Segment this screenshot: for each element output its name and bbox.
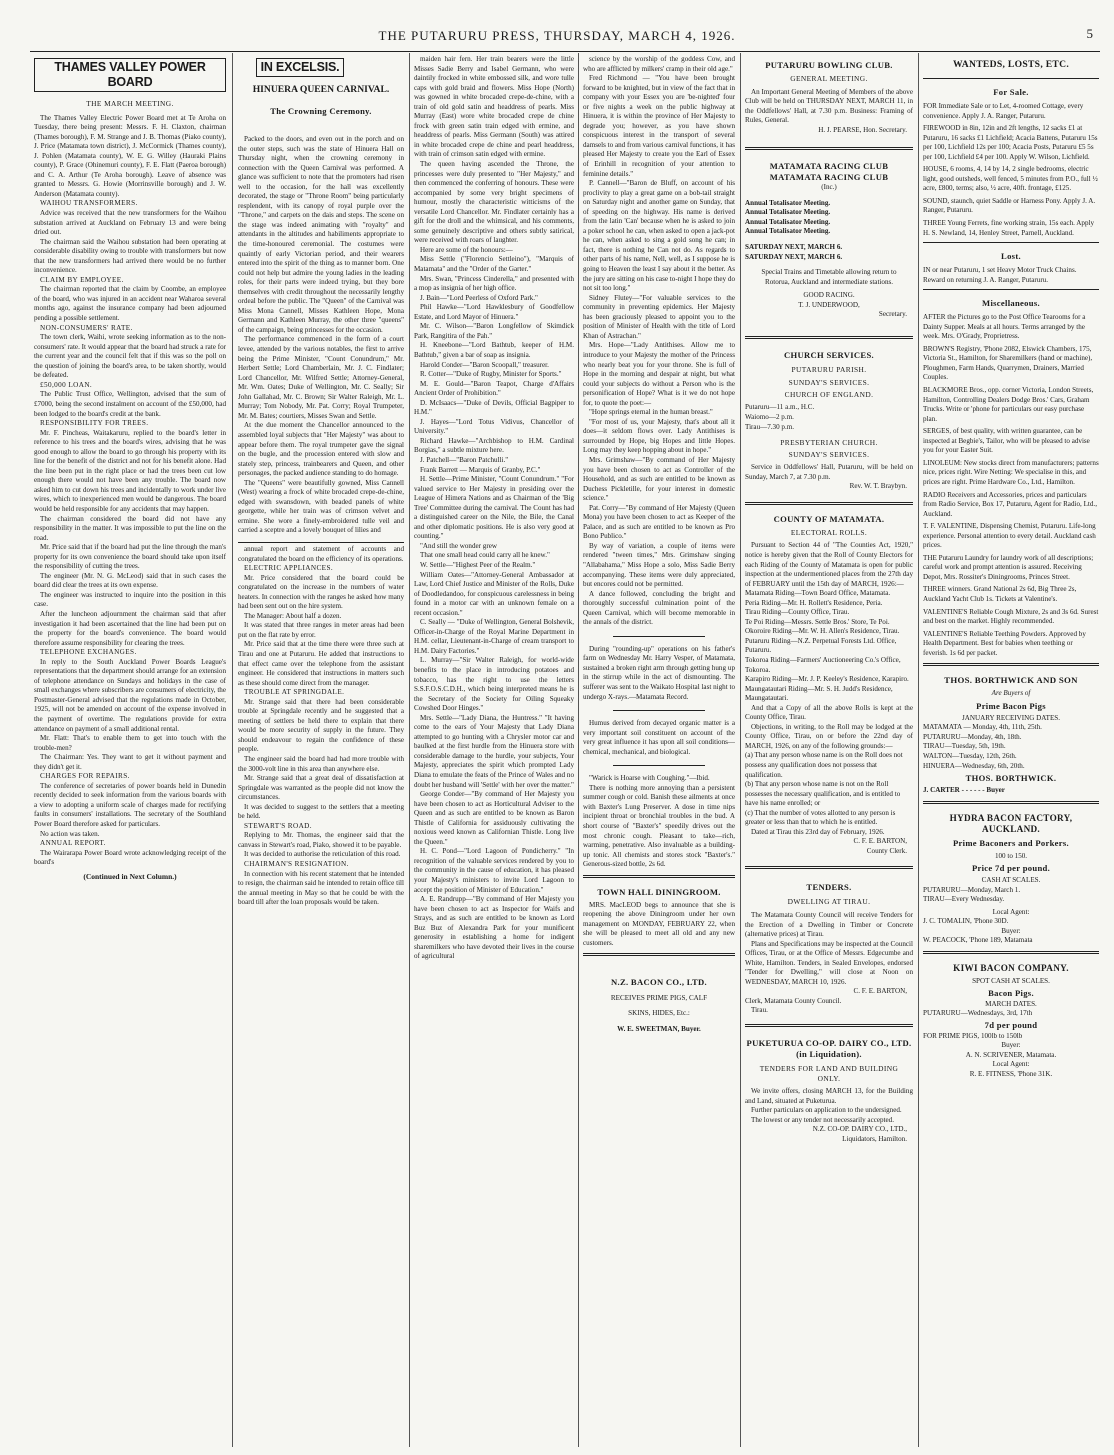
hydra-range: 100 to 150.	[994, 851, 1028, 860]
paragraph: It was decided to suggest to the settlers that a meeting be held.	[238, 802, 404, 821]
for-sale-ad: HOUSE, 6 rooms, 4, 14 by 14, 2 single bedrooms, electric light, good outsheds, well fenced, 5 minutes from P.O., full ½ acre, £800, terms; also, ½ acre, 40ft. frontage, £125.	[923, 165, 1098, 193]
paragraph: Fred Richmond — "You have been brought forward to be knighted, but in view of the fact that in company with your Essex you are 'be-nighted' four or five nights a week on the public highway at Hinuera, it is within the province of Her Majesty to degrade you; however, as you have shown conspicuous interest in the transport of several damsels to and from various carnival functions, it has pleased Her Majesty to create you the Earl of Essex of Erinhill in recognition of your attention to feminine details."	[583, 74, 735, 178]
paragraph: J. Bain—"Lord Peerless of Oxford Park."	[420, 293, 538, 302]
carnival-title: HINUERA QUEEN CARNIVAL.	[252, 84, 390, 95]
subhead-march-meeting: THE MARCH MEETING.	[86, 99, 174, 108]
puketurua-title: PUKETURUA CO-OP. DAIRY CO., LTD. (in Liquidation).	[746, 1038, 912, 1060]
church-pres-body: Service in Oddfellows' Hall, Putaruru, will be held on Sunday, March 7, at 7.30 p.m.	[745, 463, 913, 481]
paragraph: H. C. Pond—"Lord Lagoon of Pondicherry." "In recognition of the valuable services rendered by you to the community in the cause of education, it has pleased your Majesty's ministers to invite Lord Lagoon to accept the position of Minister of Education."	[414, 847, 574, 894]
column-2	[238, 55, 404, 1455]
puketurua-sub: TENDERS FOR LAND AND BUILDING ONLY.	[759, 1064, 899, 1083]
paragraph: The queen having ascended the Throne, the princesses were duly presented to "Her Majesty," and then commenced the conferring of honours. These were accompanied by some very bright specimens of humour, mostly the characteristic witticisms of the versatile Lord Chancellor. Mr. Findlater certainly has a gift for the droll and the whimsical, and his comments, some genuinely descriptive and others subtly satirical, were received with roars of laughter.	[414, 160, 574, 245]
wanteds-headline: WANTEDS, LOSTS, ETC.	[952, 59, 1070, 70]
kiwi-price: 7d per pound	[984, 1019, 1038, 1030]
paragraph: The chairman said the Waihou substation had been operating at considerable disability owing to trouble with transformers but now that the new transformers had arrived there would be no further inconvenience.	[34, 237, 226, 275]
paragraph: A. E. Randrupp—"By command of Her Majesty you have been chosen to act as Inspector for Waifs and Strays, and as such are entitled to be known as Lord Buz Buz of Alexandra Park for your munificent generosity in establishing a home for indigent sharemilkers who have devoted their lives in the course of agricultural	[414, 895, 574, 961]
kiwi-buyer: Buyer:	[1001, 1041, 1021, 1050]
dining-title: TOWN HALL DININGROOM.	[597, 886, 721, 897]
section-subhead: £50,000 LOAN.	[40, 380, 93, 389]
borthwick-buyer: J. CARTER - - - - - - Buyer	[923, 786, 1005, 795]
county-place: Peria Riding—Mr. H. Rollett's Residence, Peria.	[745, 598, 883, 607]
racing-meeting-line: Annual Totalisator Meeting.	[745, 227, 831, 236]
paragraph: Mr. Flatt: That's to enable them to get into touch with the trouble-men?	[34, 734, 226, 752]
hydra-date: TIRAU—Every Wednesday.	[923, 895, 1005, 904]
divider	[923, 242, 1099, 245]
nz-bacon-title: N.Z. BACON CO., LTD.	[611, 977, 707, 988]
county-ground: (c) That the number of votes allotted to any person is greater or less than that to which he is entitled.	[745, 808, 896, 827]
paragraph: In connection with his recent statement that he intended to resign, the chairman said he intended to retain office till the annual meeting in May so that he could be with the board till after the loan proposals would be taken.	[238, 869, 404, 907]
section-subhead: CLAIM BY EMPLOYEE.	[40, 275, 124, 284]
kiwi-pigs: Bacon Pigs.	[988, 987, 1034, 998]
church-services	[745, 336, 913, 492]
borthwick-date: HINUERA—Wednesday, 6th, 20th.	[923, 761, 1025, 770]
paragraph: Mrs. Settle—"Lady Diana, the Huntress." "It having come to the ears of Your Majesty that Lady Diana attempted to go hunting with a Chrysler motor car and baulked at the first hurdle from the Hinuera store with considerable damage to the hurdle, your subjects, Your Majesty, appreciates the spirit which prompted Lady Diana to emulate the feats of the Prince of Wales and no doubt her husband will 'Settle' with her over the matter."	[414, 713, 574, 789]
paragraph: The Manager: About half a dozen.	[244, 611, 342, 620]
racing-date: SATURDAY NEXT, MARCH 6.	[745, 252, 843, 261]
paragraph: Mr. C. Wilson—"Baron Longfellow of Skimdick Park, Rangitira of the Pah."	[414, 322, 574, 340]
paragraph: Miss Settle ("Florencio Settleino"), "Marquis of Matamata" and the "Order of the Garter."	[414, 255, 574, 274]
church-service-time: Tirau—7.30 p.m.	[745, 422, 795, 431]
racing-body: Special Trains and Timetable allowing return to Rotorua, Auckland and intermediate stations.	[761, 268, 897, 286]
paragraph: At the due moment the Chancellor announced to the assembled loyal subjects that "Her Majesty" was about to appear before them. The royal trumpeter gave the signal on the bugle, and the procession entered with slow and stately step, princess, trainbearers and Queen, and other personages, the packed audience standing to do homage.	[238, 421, 404, 478]
misc-ad: BROWN'S Registry, 'Phone 2082, Elswick Chambers, 175, Victoria St., Hamilton, for Sharemilkers (hand or machine), Ploughmen, Farm Hands, Quarrymen, Drainers, Married Couples.	[923, 344, 1093, 382]
for-sale-ad: FIREWOOD in 8in, 12in and 2ft lengths, 12 sacks £1 at Putaruru, 16 sacks £1 Lichfield; Acacia Battens, Putaruru 15s per 100, Lichfield 12s per 100; Acacia Posts, Putaruru £5 5s per 100, Lichfield £4 per 100. Apply W. Wilson, Lichfield.	[923, 124, 1098, 161]
borthwick-title: THOS. BORTHWICK AND SON	[944, 675, 1078, 686]
paragraph: The chairman considered the board did not have any responsibility in the matter. It was impossible to put the line on the road.	[34, 514, 226, 542]
paragraph: "Hope springs eternal in the human breast."	[589, 408, 713, 417]
column-3	[414, 55, 574, 1455]
tenders-sig-2: Clerk, Matamata County Council.	[745, 996, 842, 1005]
nz-bacon-line2: SKINS, HIDES, Etc.:	[628, 1009, 690, 1018]
paragraph: George Conder—"By command of Her Majesty you have been chosen to act as Horticultural Adviser to the Queen and as such are entitled to be known as Baron Thistle of California for assiduously cultivating the noxious weed known as Californian Thistle. Long live the Queen."	[414, 790, 574, 846]
paragraph: R. Cotter—"Duke of Rugby, Minister for Sports."	[420, 370, 562, 379]
misc-ad: T. F. VALENTINE, Dispensing Chemist, Putaruru. Life-long experience. Personal attention to every detail. Auckland cash prices.	[923, 522, 1096, 550]
kiwi-agent-name: R. E. FITNESS, 'Phone 31K.	[969, 1069, 1053, 1078]
tenders-sig-3: Tirau.	[751, 1006, 768, 1015]
paragraph: "For most of us, your Majesty, that's about all it does—it seldom flows over. Lady Antithises is surrounded by Hope, big Hopes and little Hopes. Long may they keep hopping about in hope."	[583, 417, 735, 455]
section-subhead: CHARGES FOR REPAIRS.	[40, 772, 130, 781]
racing-meeting-line: Annual Totalisator Meeting.	[745, 198, 831, 207]
section-subhead: WAIHOU TRANSFORMERS.	[40, 199, 138, 208]
column-rule	[232, 53, 233, 1447]
for-sale-heading: For Sale.	[993, 87, 1029, 97]
borthwick-date: MATAMATA — Monday, 4th, 11th, 25th.	[923, 723, 1042, 732]
church-parish: PUTARURU PARISH.	[791, 364, 867, 374]
church-service-time: Waiomo—2 p.m.	[745, 413, 794, 422]
misc-ad: VALENTINE'S Reliable Teething Powders. Approved by Health Department. Best for babies when teething or feverish. 1s 6d per packet.	[923, 629, 1086, 657]
misc-ad: BLACKMORE Bros., opp. corner Victoria, London Streets, Hamilton, Controlling Dealers Dodge Bros.' Cars, Graham Trucks. Write or 'phone for particulars our easy purchase plan.	[923, 386, 1094, 423]
masthead-title: THE PUTARURU PRESS, THURSDAY, MARCH 4, 1926.	[378, 28, 736, 43]
lost-heading: Lost.	[1001, 251, 1021, 262]
tenders-sub: DWELLING AT TIRAU.	[787, 897, 871, 907]
borthwick-date: TIRAU—Tuesday, 5th, 19th.	[923, 742, 1006, 751]
church-coe: CHURCH OF ENGLAND.	[784, 389, 874, 399]
ad-racing-club	[745, 147, 913, 320]
paragraph: H. Kneebone—"Lord Bathtub, keeper of H.M. Bathtub," given a bar of soap as insignia.	[414, 341, 574, 359]
masthead	[0, 28, 1114, 50]
paragraph: The engineer said the board had had more trouble with the 3000-volt line in this area than anywhere else.	[238, 755, 404, 773]
county-place: Karapiro Riding—Mr. J. P. Keeley's Residence, Karapiro.	[745, 675, 909, 684]
column-rule	[409, 53, 410, 1447]
paragraph: By way of variation, a couple of items were rendered "tween times," Mrs. Grimshaw singing "Allabahama," Miss Hope a solo, Miss Sadie Berry accompanying. These items were duly appreciated, but encores could not be permitted.	[583, 541, 735, 589]
paragraph: W. Settle—"Highest Peer of the Realm."	[420, 560, 536, 569]
puketurua-sig-1: N.Z. CO-OP. DAIRY CO., LTD.,	[812, 1125, 907, 1134]
paragraph: No action was taken.	[40, 829, 100, 838]
paragraph: The engineer (Mr. N. G. McLeod) said that in such cases the board did clear the trees at its own expense.	[34, 571, 226, 590]
county-body: Pursuant to Section 44 of "The Counties Act, 1920," notice is hereby given that the Roll of County Electors for each Riding of the County of Matamata is open for public inspection at the undermentioned places from the 27th day of FEBRUARY until the 15th day of MARCH, 1926:—	[745, 541, 913, 588]
paragraph: That one small head could carry all he knew."	[420, 551, 550, 560]
paragraph: Replying to Mr. Thomas, the engineer said that the canvass in Stewart's road, Piako, showed it to be payable.	[238, 831, 404, 849]
paragraph: Mrs. Hope—"Lady Antithises. Allow me to introduce to your Majesty the mother of the Princess who nearly beat you for your throne. She is full of Hope in the morning and despair at night, but what could your subjects do without a Person who is the personification of Hope? What is it we do not hope for, to quote the poet:—	[583, 341, 735, 407]
paragraph: Harold Conder—"Baron Scoopall," treasurer.	[420, 360, 549, 369]
puketurua-body: We invite offers, closing MARCH 13, for the Building and Land, situated at Puketurua.	[745, 1087, 913, 1105]
paragraph: J. Hayes—"Lord Totus Vidivus, Chancellor of University."	[414, 417, 574, 436]
paragraph: After the luncheon adjournment the chairman said that after investigation it had been ascertained that the line had been put on the property for the board's convenience. The board would therefore assume responsibility for clearing the trees.	[34, 609, 226, 647]
county-place: Putaruru Riding—N.Z. Perpetual Forests Ltd. Office, Putaruru.	[745, 636, 897, 655]
church-pres: PRESBYTERIAN CHURCH.	[780, 438, 878, 448]
paragraph: Phil Hawke—"Lord Hawklesbury of Goodfellow Estate, and Lord Mayor of Hinuera."	[414, 303, 574, 321]
misc-ad: THE Putaruru Laundry for laundry work of all descriptions; careful work and prompt attention is assured. Receiving Depot, Mrs. Rossiter's Diningrooms, Princes Street.	[923, 553, 1094, 581]
section-subhead: ELECTRIC APPLIANCES.	[244, 564, 334, 573]
paragraph: L. Murray—"Sir Walter Raleigh, for world-wide benefits to the place in introducing potatoes and tobacco, has the right to use the letters S.S.F.O.S.C.D.H., which being interpreted means he is the Secretary of the Society for Oiling Squeaky Cowshed Door Hinges."	[414, 656, 574, 713]
tenders-title: TENDERS.	[806, 882, 852, 893]
divider	[613, 710, 705, 713]
church-title: CHURCH SERVICES.	[784, 349, 874, 360]
hydra-price: Price 7d per pound.	[971, 863, 1051, 874]
paragraph: The Public Trust Office, Wellington, advised that the sum of £7000, being the second instalment on account of the £50,000, had been lodged to the board's credit at the bank.	[34, 390, 226, 418]
county-sub: ELECTORAL ROLLS.	[790, 527, 868, 537]
racing-title-1: MATAMATA RACING CLUB	[769, 161, 889, 172]
racing-date: SATURDAY NEXT, MARCH 6.	[745, 243, 843, 252]
puketurua-sig-2: Liquidators, Hamilton.	[842, 1134, 907, 1143]
paragraph: C. Seally — "Duke of Wellington, General Bolshevik, Officer-in-Charge of the Royal Marine Department in H.M. cellar, Lieutenant-in-Charge of cream transport to H.M. Dairy Factories."	[414, 618, 574, 655]
column-5	[745, 55, 913, 1455]
misc-ad: AFTER the Pictures go to the Post Office Tearooms for a Dainty Supper. Meals at all hours. Terms arranged by the week. Mrs. O'Grady, Proprietress.	[923, 313, 1086, 341]
county-body-3: Objections, in writing, to the Roll may be lodged at the County Office, Tirau, on or before the 22nd day of MARCH, 1926, on any of the following grounds:—	[745, 722, 913, 750]
paragraph: M. E. Gould—"Baron Teapot, Charge d'Affairs Ancient Order of Prohibition."	[414, 379, 574, 398]
paragraph: The performance commenced in the form of a court levee, attended by the various notables, the first to arrive being the Prime Minister, "Count Conundrum," Mr. Herbert Settle; Lord Chamberlain, Mr. J. C. Findlater; Lord Chancellor, Mr. Wilfred Settle; Attorney-General, Mr. Wm. Oates; Duke of Wellington, Mr. C. Seally; Sir John Gallahad, Mr. C. Brown; Sir Walter Raleigh, Mr. L. Murray; Tom Nobody, Mr. Pat. Corry; Royal Trumpeter, Mr. M. Bates; courtiers, Misses Swan and Settle.	[238, 335, 404, 420]
county-place: Tokoroa Riding—Farmers' Auctioneering Co.'s Office, Tokoroa.	[745, 655, 901, 674]
county-sig-2: County Clerk.	[866, 846, 907, 855]
bowling-sig: H. J. PEARSE, Hon. Secretary.	[818, 125, 907, 134]
hydra-title: HYDRA BACON FACTORY, AUCKLAND.	[949, 812, 1073, 834]
hydra-cash: CASH AT SCALES.	[981, 876, 1041, 885]
county-ground: (b) That any person whose name is not on the Roll possesses the necessary qualification, and is entitled to have his name enrolled; or	[745, 780, 901, 808]
paragraph: The "Queens" were beautifully gowned, Miss Cannell (West) wearing a frock of white brocaded crepe-de-chine, edged with swansdown, with beaded panels of white georgette, while her train was of crimson velvet and ermine. She wore a finely-embroidered tulle veil and carried a sceptre and a lovely bouquet of lilies and	[238, 478, 404, 535]
paragraph: It was decided to authorise the reticulation of this road.	[244, 850, 401, 859]
county-place: Tirau Riding—County Office, Tirau.	[745, 608, 850, 617]
article-power-board	[34, 114, 226, 868]
kiwi-spot: SPOT CASH AT SCALES.	[972, 977, 1050, 985]
county-place: Matamata Riding—Town Board Office, Matamata.	[745, 589, 891, 598]
paragraph: Mr. F. Pincheas, Waitakaruru, replied to the board's letter in reference to his trees and the board's wires, advising that he was good enough to allow the board to go through his property with its line for the benefit of the district and not for his benefit alone. Had the line been put in the right place or had the trees been cut low enough there would not have been any trouble. The board now asked him to cut down his trees and incidentally to work under live wires, which to inexperienced men would be dangerous. The board would be held responsible for any accidents that may happen.	[34, 428, 226, 513]
church-coe-times	[745, 403, 913, 432]
tenders-notice	[745, 866, 913, 1016]
divider	[923, 78, 1099, 81]
section-subhead: NON-CONSUMERS' RATE.	[40, 323, 133, 332]
paragraph: "And still the wonder grew	[420, 541, 497, 550]
item-warick: "Warick is Hoarse with Coughing."—Ibid.	[589, 774, 710, 783]
tenders-sig-1: C. F. E. BARTON,	[853, 987, 907, 996]
county-place: Maungatautari Riding—Mr. S. H. Judd's Residence, Maungatautari.	[745, 684, 893, 703]
for-sale-ad: THREE Young Ferrets, fine working strain, 15s each. Apply H. S. Newland, 14, Henley Street, Parnell, Auckland.	[923, 219, 1095, 237]
column-rule	[740, 53, 741, 1447]
column-rule	[918, 53, 919, 1447]
divider	[613, 765, 705, 768]
nz-bacon-line1: RECEIVES PRIME PIGS, CALF	[610, 994, 708, 1003]
lost-ad: IN or near Putaruru, 1 set Heavy Motor Truck Chains. Reward on returning J. A. Ranger, Putaruru.	[923, 266, 1077, 284]
county-place: Okoroire Riding—Mr. W. H. Allen's Residence, Tirau.	[745, 627, 900, 636]
paragraph: Mr. Price considered that the board could be congratulated on the increase in the numbers of water heaters. In connection with the ranges he asked how many had been sent out on the hire system.	[238, 573, 404, 611]
racing-sig-2: Secretary.	[878, 310, 907, 319]
item-baxters: There is nothing more annoying than a persistent summer cough or cold. Banish these ailments at once with Baxter's Lung Preserver. A dose in time nips incipient throat or bronchial troubles in the bud. A short course of "Baxter's" speedily drives out the most chronic cough. Pleasant to take—rich, warming, penetrative. Also invaluable as a building-up tonic. All chemists and stores stock "Baxter's." Generous-sized bottle, 2s 6d.	[583, 783, 735, 869]
column-4	[583, 55, 735, 1455]
county-title: COUNTY OF MATAMATA.	[773, 513, 885, 524]
paragraph: Packed to the doors, and even out in the porch and on the outer steps, such was the state of Hinuera Hall on Thursday night, when the crowning ceremony in connection with the Queen Carnival was performed. A glance was sufficient to note that the promoters had risen well to the occasion, for the hall was excellently decorated, the stage or "Throne Room" being particularly resplendent, with its canopy of royal purple over the "Throne," and carpets on the dais and steps. The scene on the stage was indeed animating with "royalty" and attendants in the altitudes and habiliments appropriate to the time-honoured ceremonial. The costumes were quaintly of early Victorian period, and their wearers entered into the spirit of the thing as to manner born. One could not help but admire the young ladies in the leading roles, for their parts were indeed trying, but they bore themselves with credit throughout the necessarily lengthy ordeal before the public. The "Queen" of the Carnival was Miss Mona Cannell, Misses Kathleen Hope, Mona Germann and Kathleen Murray, the other three "queens" of the campaign, being princesses for the occasion.	[238, 135, 404, 334]
paragraph: Mr. Price said that at the time there were three such at Tirau and one at Putaruru. He added that instructions to that effect came over the telephone from the assistant engineer. He considered that instructions in matters such as these should come direct from the manager.	[238, 640, 404, 687]
for-sale-ads	[923, 102, 1099, 238]
page-number: 5	[1086, 26, 1094, 41]
section-subhead: TROUBLE AT SPRINGDALE.	[244, 688, 345, 697]
divider	[613, 636, 705, 639]
paragraph: D. McIsaacs—"Duke of Devils, Official Bagpiper to H.M."	[414, 398, 574, 417]
ad-dining	[583, 875, 735, 949]
ad-hydra	[923, 801, 1099, 946]
section-subhead: ANNUAL REPORT.	[40, 839, 106, 848]
kiwi-prime: FOR PRIME PIGS, 100lb to 150lb	[923, 1031, 1023, 1040]
kiwi-buyer-name: A. N. SCRIVENER, Matamata.	[965, 1050, 1057, 1059]
ad-nz-bacon	[583, 953, 735, 1034]
nz-bacon-buyer: W. E. SWEETMAN, Buyer.	[617, 1024, 701, 1033]
paragraph: annual report and statement of accounts and congratulated the board on the efficiency of its operations.	[238, 544, 404, 563]
headline-power-board: THAMES VALLEY POWER BOARD	[34, 58, 226, 92]
section-subhead: CHAIRMAN'S RESIGNATION.	[244, 860, 349, 869]
masthead-rule	[30, 51, 1100, 52]
church-pres-sundays: SUNDAY'S SERVICES.	[788, 449, 870, 459]
misc-heading: Miscellaneous.	[982, 298, 1040, 309]
section-subhead: STEWART'S ROAD.	[244, 821, 312, 830]
tenders-body: The Matamata County Council will receive Tenders for the Erection of a Dwelling in Timber or Concrete (alternative prices) at Tirau.	[745, 911, 913, 939]
racing-meeting-line: Annual Totalisator Meeting.	[745, 208, 831, 217]
article-power-board-continued	[238, 545, 404, 908]
misc-ad: RADIO Receivers and Accessories, prices and particulars from Radio Service, Box 17, Putaruru, Agent for Radio, Ltd., Auckland.	[923, 490, 1097, 518]
county-dated: Dated at Tirau this 23rd day of February, 1926.	[751, 827, 885, 836]
section-subhead: TELEPHONE EXCHANGES.	[40, 648, 137, 657]
article-carnival-honours-continued	[583, 55, 735, 628]
bowling-body: An Important General Meeting of Members of the above Club will be held on THURSDAY NEXT, MARCH 11, in the Oddfellows' Hall, at 7.30 p.m. Business: Framing of Rules, General.	[745, 87, 913, 125]
hydra-date: PUTARURU—Monday, March 1.	[923, 885, 1021, 894]
misc-ads	[923, 313, 1099, 658]
divider	[923, 289, 1099, 292]
borthwick-date: WALTON—Tuesday, 12th, 26th.	[923, 751, 1017, 760]
ad-bowling-club	[745, 55, 913, 135]
kiwi-date: PUTARURU—Wednesdays, 3rd, 17th	[923, 1009, 1033, 1018]
county-place: Te Poi Riding—Messrs. Settle Bros.' Store, Te Poi.	[745, 617, 890, 626]
racing-inc: (Inc.)	[821, 183, 837, 192]
paragraph: H. Settle—Prime Minister, "Count Conundrum." "For valued service to Her Majesty in presiding over the League of Himera Nations and as Chairman of the 'Big Tree' Committee during the carnival. The Count has had a distinguished career on the Nile, the Bile, the Canal and other diplomatic positions. He is also very good at counting."	[414, 475, 574, 541]
paragraph: The town clerk, Waihi, wrote seeking information as to the non-consumers' rate. It would appear that the board had struck a rate for the current year and the council felt that if this was so the poll on the question of joining the board's area, to be taken shortly, would be defeated.	[34, 333, 226, 380]
county-ground: (a) That any person whose name is on the Roll does not possess any qualification does not possess that qualification.	[745, 751, 903, 779]
headline-in-excelsis: IN EXCELSIS.	[256, 58, 344, 77]
puketurua-body-2: Further particulars on application to the undersigned.	[751, 1106, 902, 1115]
racing-title-2: MATAMATA RACING CLUB	[769, 172, 889, 183]
paragraph: William Oates—"Attorney-General Ambassador at Law, Lord Chief Justice and Minister of the Rolls, Duke of Doodledandoo, for conspicuous carelessness in being found in a motor car with an unknown female on a recent occasion."	[414, 570, 574, 617]
church-pres-sig: Rev. W. T. Braybyn.	[849, 482, 907, 491]
hydra-dates	[923, 886, 1099, 905]
racing-meeting-line: Annual Totalisator Meeting.	[745, 217, 831, 226]
article-carnival	[238, 135, 404, 536]
paragraph: Mrs. Grimshaw—"By command of Her Majesty you have been chosen to act as Controller of the Household, and as such are entitled to be known as Duchess Pickletille, for your interest in domestic science."	[583, 455, 735, 503]
paragraph: In reply to the South Auckland Power Boards League's representations that the department should arrange for an extension of telephone attendance on Sundays and holidays in the case of small exchanges where subscribers are consumers of electricity, the Postmaster-General advised that the regulations made in October, 1925, will not be amended on account of the expense involved in the payment of overtime. The regulations provide for extra attendance on payment of a small additional rental.	[34, 657, 226, 733]
county-body-2: And that a Copy of all the above Rolls is kept at the County Office, Tirau.	[745, 703, 913, 722]
carnival-subtitle: The Crowning Ceremony.	[270, 106, 372, 116]
puketurua-body-3: The lowest or any tender not necessarily accepted.	[751, 1115, 894, 1124]
ad-borthwick	[923, 663, 1099, 795]
borthwick-sig: THOS. BORTHWICK.	[965, 773, 1057, 784]
paragraph: The Thames Valley Electric Power Board met at Te Aroha on Tuesday, there being present: Messrs. F. H. Claxton, chairman (Thames borough), F. M. Strange and J. B. Thomas (Piako county), J. Price (Matamata town district), J. McCormick (Thames county), J. Pohlen (Matamata county), W. E. G. Willey (Hauraki Plains county), P. Grace (Ohinemuri county), F. E. Flatt (Paeroa borough) and C. A. Arthur (Te Aroha borough). Leave of absence was granted to Messrs. G. Howie (Morrinsville borough) and J. W. Anderson (Matamata county).	[34, 113, 226, 198]
column-rule	[578, 53, 579, 1447]
bowling-sub: GENERAL MEETING.	[790, 74, 868, 83]
puketurua-notice	[745, 1024, 913, 1144]
paragraph: Sidney Flutey—"For valuable services to the community in preventing epidemics. Her Majesty has been graciously pleased to appoint you to the position of Minister of Health with the title of Lord Khan of Astrachan."	[583, 293, 735, 340]
church-service-time: Putaruru—11 a.m., H.C.	[745, 403, 815, 412]
church-sundays: SUNDAY'S SERVICES.	[788, 378, 870, 388]
tenders-body-2: Plans and Specifications may be inspected at the Council Offices, Tirau, or at the Office of Messrs. Edgecumbe and White, Hamilton. Tenders, in Sealed Envelopes, endorsed "Tender for Dwelling," will close at Noon on WEDNESDAY, MARCH 10, 1926.	[745, 939, 913, 986]
column-1	[34, 55, 226, 1455]
paragraph: Mrs. Swan, "Princess Cinderella," and presented with a mop as insignia of her high office.	[414, 274, 574, 293]
county-sig-1: C. F. E. BARTON,	[853, 837, 907, 846]
column-6	[923, 55, 1099, 1455]
paragraph: P. Cannell—"Baron de Bluff, on account of his proclivity to play a great game on a bob-tail straight on Saturday night and another game on Sunday, that of speeding on the highway. His name is derived from the latin 'Can' because when he is asked to join a poker school he can, when asked to open a jack-pot he can, when asked to sing a gold song he can; in fact, there is nothing he Can not do. As regards to other parts of his name, Nell, well, as I suppose he is going to Heaven the least I say about it the better. As the jury are sitting on his case to-night I hope they do not sit too long."	[583, 179, 735, 293]
paragraph: The conference of secretaries of power boards held in Dunedin recently decided to seek information from the various boards with a view to adopting a uniform scale of charges made for rectifying faults in consumers' installations. The secretary of the Southland Power Board therefore asked for particulars.	[34, 781, 226, 829]
for-sale-ad: FOR Immediate Sale or to Let, 4-roomed Cottage, every convenience. Apply J. A. Ranger, Putaruru.	[923, 102, 1084, 120]
paragraph: Richard Hawke—"Archbishop to H.M. Cardinal Borgias," a subtle mixture here.	[414, 436, 574, 455]
paragraph: The engineer was instructed to inquire into the position in this case.	[34, 590, 226, 609]
kiwi-title: KIWI BACON COMPANY.	[953, 963, 1069, 973]
bowling-title: PUTARURU BOWLING CLUB.	[765, 60, 893, 70]
borthwick-date: PUTARURU—Monday, 4th, 18th.	[923, 732, 1022, 741]
dining-body: MRS. MacLEOD begs to announce that she is reopening the above Diningroom under her own management on MONDAY, FEBRUARY 22, when she will be pleased to meet all old and any new customers.	[583, 900, 735, 947]
ad-kiwi	[923, 951, 1099, 1079]
hydra-buyer: Buyer:	[1001, 926, 1021, 935]
hydra-agent: Local Agent:	[992, 907, 1030, 916]
paragraph: Mr. Strange said that there had been considerable trouble at Springdale recently and he suggested that a meeting of settlers be held there to explain that there would be more security of supply in the future. They should endeavour to regain the confidence of these people.	[238, 697, 404, 754]
paragraph: maiden hair fern. Her train bearers were the little Misses Sadie Berry and Isabel Germann, who were daintily frocked in white embossed silk, and wore tulle caps with gold braid and flowers. Miss Hope (North) was gowned in white brocaded crepe-de-chine, with a train of old gold satin and headdress of pearls. Miss Murray (East) wore white brocaded crepe de chine frock with green satin train edged with ermine, and headdress of pearls. Miss Germann (South) was attired in white brocaded crepe de chine and pearl headdress, with train of crimson satin edged with ermine.	[414, 55, 574, 159]
racing-sig-1: T. J. UNDERWOOD,	[798, 300, 860, 309]
paragraph: Frank Barrett — Marquis of Granby, P.C."	[420, 465, 541, 474]
continued-note: (Continued in Next Column.)	[83, 871, 177, 881]
county-notice	[745, 502, 913, 857]
item-roundup: During "rounding-up" operations on his father's farm on Wednesday Mr. Harry Vesper, of Matamata, sustained a broken right arm through getting hung up in the stirrup while in the act of dismounting. The sufferer was sent to the Waikato Hospital last night to undergo X-rays.—Matamata Record.	[583, 644, 735, 701]
county-grounds	[745, 751, 913, 827]
paragraph: Pat. Corry—"By command of Her Majesty (Queen Mona) you have been chosen to act as Keeper of the Palace, and as such are entitled to be known as Pro Bono Publico."	[583, 503, 735, 541]
paragraph: The Chairman: Yes. They want to get it without payment and they didn't get it.	[34, 753, 226, 771]
racing-meeting-lines	[745, 199, 913, 237]
kiwi-dates-title: MARCH DATES.	[985, 999, 1037, 1008]
hydra-agent-1: J. C. TOMALIN, 'Phone 30D.	[923, 917, 1009, 926]
borthwick-dates-title: JANUARY RECEIVING DATES.	[961, 713, 1061, 722]
paragraph: It was stated that three ranges in meter areas had been put on the flat rate by error.	[238, 621, 404, 639]
misc-ad: THREE winners. Grand National 2s 6d, Big Three 2s, Auckland Yacht Club 1s. Tickets at Valentine's.	[923, 585, 1077, 603]
paragraph: Advice was received that the new transformers for the Waihou substation arrived at Auckland on February 13 and were being dried out.	[34, 209, 226, 237]
paragraph: J. Patchell—"Baron Patchulli."	[420, 455, 509, 464]
misc-ad: LINOLEUM: New stocks direct from manufacturers; patterns nice, prices right. Wire Netting: We specialise in this, and prices are right. Prime Hardware Co., Ltd., Hamilton.	[923, 458, 1099, 486]
paragraph: Mr. Price said that if the board had put the line through the man's property for its own convenience the board should take upon itself the responsibility of cutting the trees.	[34, 543, 226, 571]
borthwick-dates	[923, 723, 1099, 771]
paragraph: The chairman reported that the claim by Coombe, an employee of the board, who was injured in an accident near Waharoa several months ago, against the insurance company had been adjourned pending a possible settlement.	[34, 285, 226, 323]
article-carnival-honours	[414, 55, 574, 962]
paragraph: The Wairarapa Power Board wrote acknowledging receipt of the board's	[34, 848, 226, 867]
paragraph: Here are some of the honours:—	[420, 245, 513, 254]
paragraph: A dance followed, concluding the bright and thoroughly successful culmination point of the Queen Carnival, which will become memorable in the annals of the district.	[583, 589, 735, 627]
paragraph: science by the worship of the goddess Cow, and who are afflicted by milkers' cramp in their old age."	[583, 55, 735, 73]
racing-dates	[745, 243, 913, 262]
borthwick-sub: Are Buyers of	[991, 689, 1031, 698]
misc-ad: VALENTINE'S Reliable Cough Mixture, 2s and 3s 6d. Surest and best on the market. Highly recommended.	[923, 607, 1099, 626]
section-subhead: RESPONSIBILITY FOR TREES.	[40, 419, 149, 428]
hydra-agent-2: W. PEACOCK, 'Phone 189, Matamata	[923, 936, 1033, 945]
paragraph: Mr. Strange said that a great deal of dissatisfaction at Springdale was warranted as the people did not know the circumstances.	[238, 774, 404, 802]
kiwi-agent: Local Agent:	[992, 1060, 1030, 1069]
item-humus: Humus derived from decayed organic matter is a very important soil constituent on account of the very great influence it has upon all soil conditions—chemical, mechanical, and biological.	[583, 719, 735, 756]
for-sale-ad: SOUND, staunch, quiet Saddle or Harness Pony. Apply J. A. Ranger, Putaruru.	[923, 196, 1096, 215]
lost-ads	[923, 266, 1099, 285]
racing-good: GOOD RACING.	[803, 291, 855, 300]
borthwick-sub2: Prime Bacon Pigs	[976, 700, 1046, 711]
county-places	[745, 589, 913, 704]
misc-ad: SERGES, of best quality, with written guarantee, can be inspected at Begbie's, Tailor, who will be pleased to advise you for your Easter Suit.	[923, 427, 1090, 455]
hydra-sub: Prime Baconers and Porkers.	[953, 837, 1069, 848]
